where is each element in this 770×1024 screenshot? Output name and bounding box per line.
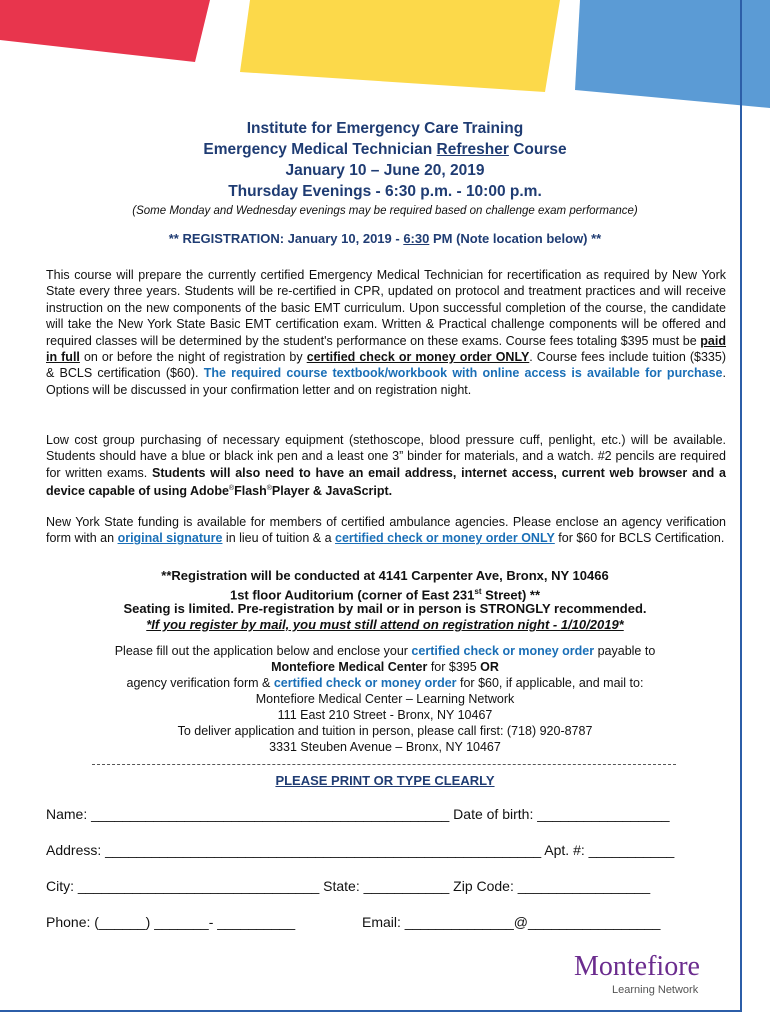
registration-location: **Registration will be conducted at 4141 Carpenter Ave, Bronx, NY 10466 [161,568,609,583]
registration-line: ** REGISTRATION: January 10, 2019 - 6:30 PM (Note location below) ** [168,231,602,246]
institute-title: Institute for Emergency Care Training [246,120,524,137]
mail-line-1: Please fill out the application below and enclose your certified check or money order payable to [114,644,656,658]
name-field[interactable]: Name: ______________________________________________ Date of birth: _________________ [46,806,670,822]
montefiore-logo [574,952,740,1014]
logo-subtitle: Learning Network [612,984,699,996]
dashed-divider [92,764,676,765]
phone-field[interactable]: Phone: (______) _______- __________ [46,914,296,930]
auditorium-line: 1st floor Auditorium (corner of East 231st Street) ** [229,587,541,603]
address-field[interactable]: Address: ________________________________________________________ Apt. #: ___________ [46,842,675,858]
mail-address-2: 111 East 210 Street - Bronx, NY 10467 [277,708,493,722]
delivery-address: 3331 Steuben Avenue – Bronx, NY 10467 [269,740,501,754]
course-title: Emergency Medical Technician Refresher Course [203,141,567,158]
schedule-note: (Some Monday and Wednesday evenings may be required based on challenge exam performance) [132,205,638,217]
delivery-note: To deliver application and tuition in person, please call first: (718) 920-8787 [177,724,593,738]
city-field[interactable]: City: _______________________________ State: ___________ Zip Code: _________________ [46,878,651,894]
course-description: This course will prepare the currently certified Emergency Medical Technician for recertification as required by New York State every three years. Students will be re-certified in CPR, updated on protocol and treatment practices and will receive instruction on the new components of the basic EMT curriculum. Upon successful completion of the course, the candidate will take the New York State Basic EMT certification exam. Written & Practical challenge components will be offered and required classes will be determined by the student's performance on these exams. Course fees totaling $395 must be paid in full on or before the night of registration by certified check or money order ONLY. Course fees include tuition ($335) & BCLS certification ($60). The required course textbook/workbook with online access is available for purchase. Options will be discussed in your confirmation letter and on registration night. [46,268,726,397]
equipment-paragraph: Low cost group purchasing of necessary equipment (stethoscope, blood pressure cuff, penlight, etc.) will be available. Students should have a blue or black ink pen and a least one 3” binder for materials, and a watch. #2 pencils are required for written exams. Students will also need to have an email address, internet access, current web browser and a device capable of using Adobe®Flash®Player & JavaScript. [46,433,726,499]
funding-paragraph: New York State funding is available for members of certified ambulance agencies. Please enclose an agency verification form with an original signature in lieu of tuition & a certified check or money order ONLY for $60 for BCLS Certification. [46,515,726,546]
logo-name: Montefiore [574,951,700,982]
course-times: Thursday Evenings - 6:30 p.m. - 10:00 p.m. [228,183,542,200]
mail-line-2: Montefiore Medical Center for $395 OR [271,660,499,674]
email-field[interactable]: Email: ______________@_________________ [362,914,661,930]
form-heading: PLEASE PRINT OR TYPE CLEARLY [275,773,495,788]
mail-line-3: agency verification form & certified check or money order for $60, if applicable, and mail to: [126,676,644,690]
mail-registration-note: *If you register by mail, you must still attend on registration night - 1/10/2019* [146,617,624,632]
course-dates: January 10 – June 20, 2019 [285,162,485,179]
seating-line: Seating is limited. Pre-registration by mail or in person is STRONGLY recommended. [123,601,647,616]
mail-address-1: Montefiore Medical Center – Learning Network [255,692,515,706]
